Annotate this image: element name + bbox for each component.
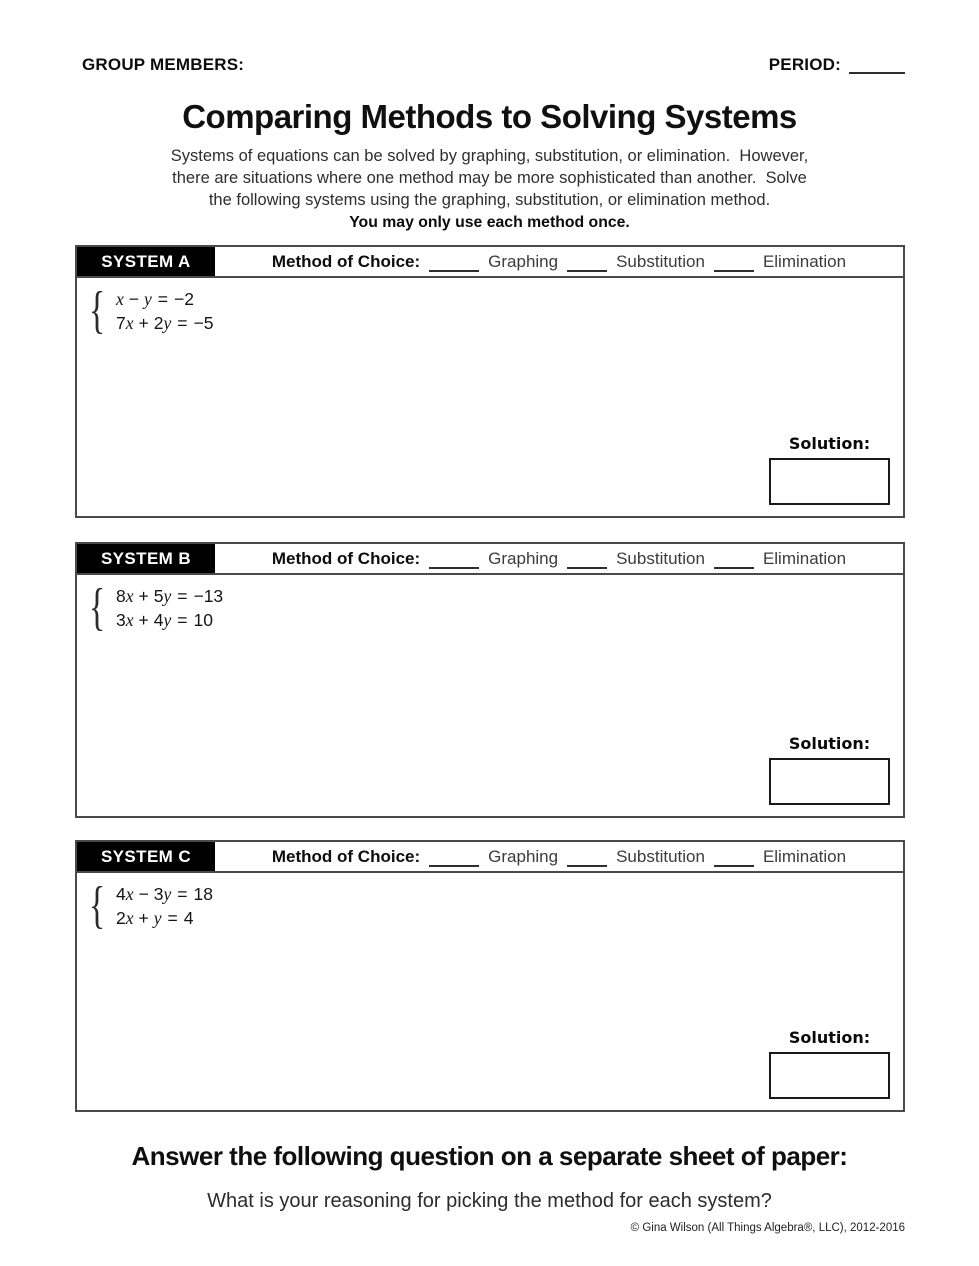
system-b-header [77, 544, 903, 575]
solution-answer-box [769, 758, 890, 805]
solution-label: Solution: [788, 1028, 871, 1047]
system-b-workspace [77, 575, 903, 816]
page-title: Comparing Methods to Solving Systems [182, 98, 797, 135]
system-a-method-row [215, 247, 903, 276]
method-option-elimination: Elimination [762, 251, 847, 271]
solution-answer-box [769, 458, 890, 505]
copyright-text: © Gina Wilson (All Things Algebra®, LLC), 2012-2016 [630, 1222, 905, 1234]
equation-line-1: 4x − 3y = 18 [115, 883, 213, 904]
system-b-solution-area [769, 734, 890, 805]
period-blank-line [849, 62, 905, 74]
system-c-header [77, 842, 903, 873]
footer-answer-prompt: Answer the following question on a separate sheet of paper: [131, 1141, 848, 1171]
system-b-section [75, 542, 905, 818]
footer-question: What is your reasoning for picking the method for each system? [207, 1190, 772, 1212]
system-c-equations [89, 877, 213, 934]
method-of-choice-label: Method of Choice: [271, 548, 421, 568]
group-members-label: GROUP MEMBERS: [82, 55, 245, 74]
system-c-label: SYSTEM C [77, 842, 215, 871]
method-option-graphing: Graphing [488, 846, 559, 866]
system-a-solution-area [769, 434, 890, 505]
method-blank-line [429, 557, 479, 569]
method-option-elimination: Elimination [762, 548, 847, 568]
method-blank-line [567, 557, 607, 569]
equation-line-1: 8x + 5y = −13 [115, 585, 224, 606]
method-blank-line [714, 557, 754, 569]
equation-line-1: x − y = −2 [115, 288, 194, 309]
page-header [82, 55, 905, 75]
method-option-substitution: Substitution [616, 846, 705, 866]
method-option-graphing: Graphing [488, 251, 559, 271]
method-blank-line [567, 855, 607, 867]
system-a-equations [89, 282, 214, 339]
solution-label: Solution: [788, 434, 871, 453]
method-blank-line [714, 260, 754, 272]
solution-label: Solution: [788, 734, 871, 753]
equation-line-2: 7x + 2y = −5 [115, 312, 214, 333]
intro-line-1: Systems of equations can be solved by graphing, substitution, or elimination. However, [170, 147, 809, 165]
system-a-section [75, 245, 905, 518]
system-c-workspace [77, 873, 903, 1110]
system-brace: { [89, 282, 106, 339]
system-brace: { [89, 877, 106, 934]
method-blank-line [567, 260, 607, 272]
period-label: PERIOD: [768, 55, 841, 74]
system-b-method-row [215, 544, 903, 573]
system-b-equations [89, 579, 224, 636]
intro-paragraph [0, 146, 979, 234]
solution-answer-box [769, 1052, 890, 1099]
equation-line-2: 2x + y = 4 [115, 907, 194, 928]
system-c-section [75, 840, 905, 1112]
method-of-choice-label: Method of Choice: [271, 846, 421, 866]
method-blank-line [429, 855, 479, 867]
method-option-substitution: Substitution [616, 548, 705, 568]
method-blank-line [429, 260, 479, 272]
equation-line-2: 3x + 4y = 10 [115, 609, 213, 630]
system-c-solution-area [769, 1028, 890, 1099]
intro-line-3: the following systems using the graphing, substitution, or elimination method. [208, 190, 771, 209]
method-blank-line [714, 855, 754, 867]
system-a-label: SYSTEM A [77, 247, 215, 276]
method-option-elimination: Elimination [762, 846, 847, 866]
method-of-choice-label: Method of Choice: [271, 251, 421, 271]
system-brace: { [89, 579, 106, 636]
system-a-header [77, 247, 903, 278]
method-option-graphing: Graphing [488, 548, 559, 568]
period-field [769, 55, 905, 75]
intro-line-2: there are situations where one method may be more sophisticated than another. Solve [172, 168, 807, 187]
system-c-method-row [215, 842, 903, 871]
method-option-substitution: Substitution [616, 251, 705, 271]
system-b-label: SYSTEM B [77, 544, 215, 573]
intro-emphasis: You may only use each method once. [349, 214, 630, 232]
system-a-workspace [77, 278, 903, 516]
